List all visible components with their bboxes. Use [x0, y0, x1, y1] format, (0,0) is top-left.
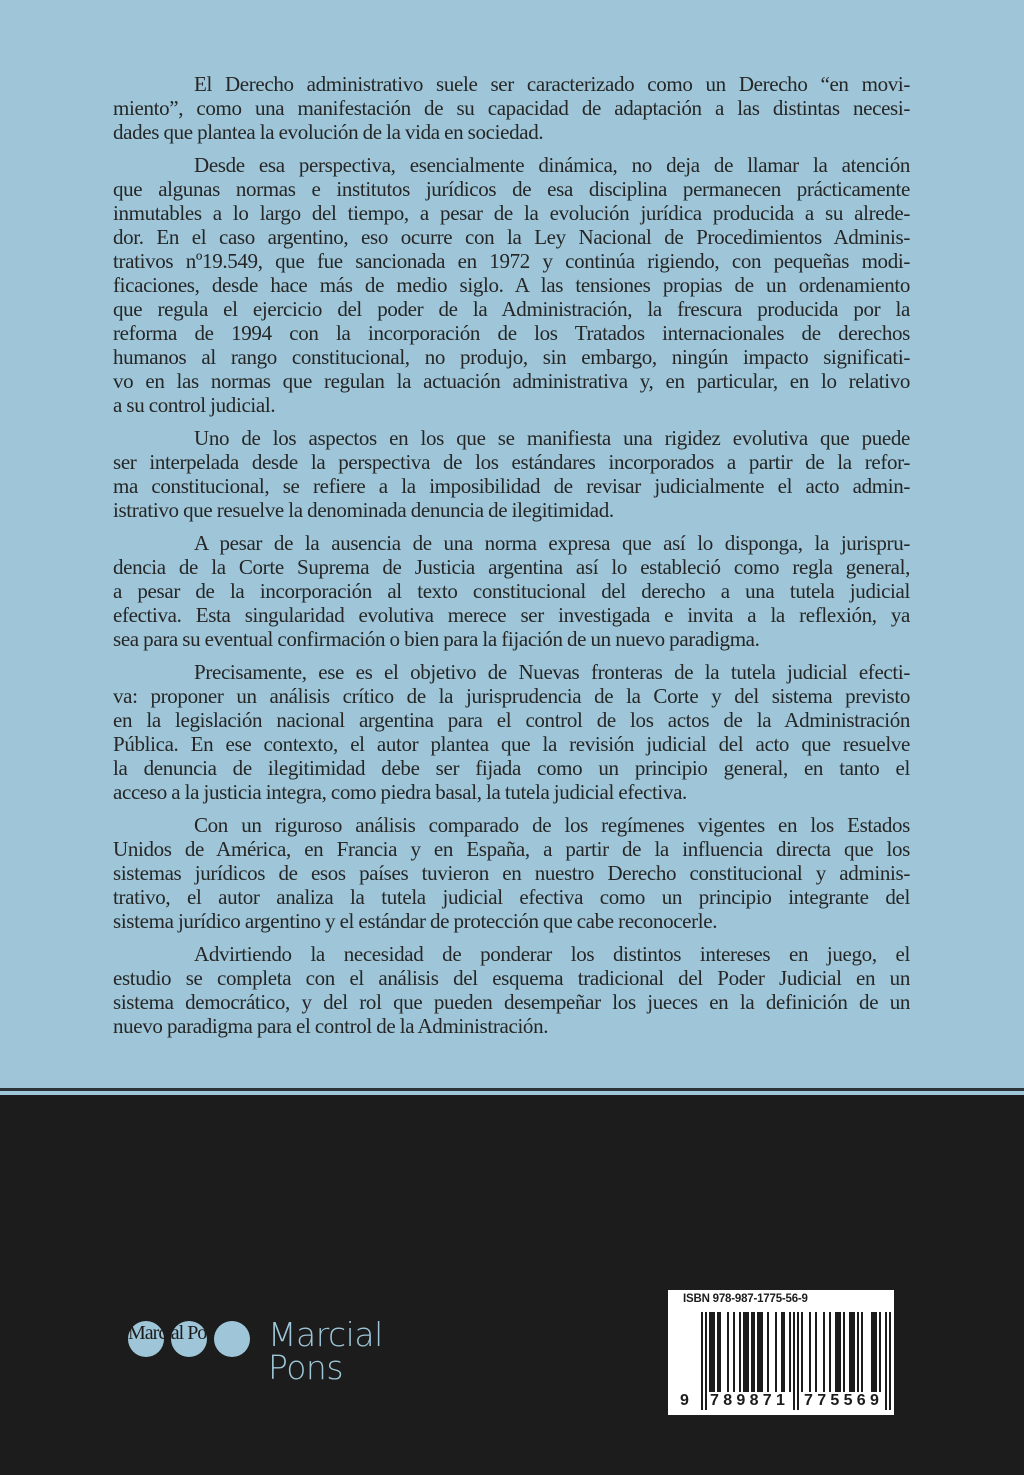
barcode-bar [835, 1312, 837, 1392]
barcode-bar [709, 1312, 711, 1392]
barcode-bar [801, 1312, 803, 1392]
synopsis-paragraph [113, 531, 910, 651]
publisher-name-line2: Pons [268, 1348, 344, 1387]
barcode-bar [775, 1312, 777, 1392]
barcode-bar [743, 1312, 745, 1392]
synopsis-line: sea para su eventual confirmación o bien para la fijación de un nuevo paradigma. [113, 627, 760, 651]
synopsis-line: la denuncia de ilegitimidad debe ser fijada como un principio general, en tanto el [113, 756, 910, 780]
barcode-bar [701, 1312, 703, 1410]
publisher-logo [128, 1315, 398, 1390]
barcode-bar [889, 1312, 891, 1410]
synopsis-line: sistemas jurídicos de esos países tuvieron en nuestro Derecho constitucional y adminis- [113, 861, 910, 885]
synopsis-line: miento”, como una manifestación de su capacidad de adaptación a las distintas necesi- [113, 96, 910, 120]
synopsis-line: dencia de la Corte Suprema de Justicia argentina así lo estableció como regla general, [113, 555, 910, 579]
publisher-name-line1: Marcial [268, 1315, 383, 1354]
barcode-digits-left: 789871 [710, 1392, 790, 1409]
isbn-label: ISBN 978-987-1775-56-9 [683, 1293, 808, 1305]
synopsis-line: ma constitucional, se refiere a la imposibilidad de revisar judicialmente el acto admin- [113, 474, 910, 498]
synopsis-line: que regula el ejercicio del poder de la Administración, la frescura producida por la [113, 297, 910, 321]
barcode-bar [767, 1312, 769, 1392]
synopsis-line: acceso a la justicia integra, como piedra basal, la tutela judicial efectiva. [113, 780, 687, 804]
synopsis-line: Uno de los aspectos en los que se manifiesta una rigidez evolutiva que puede [194, 426, 910, 450]
barcode-digit-lead: 9 [680, 1392, 689, 1409]
barcode-bar [761, 1312, 763, 1392]
logo-mark-text: Marcial Po [128, 1322, 207, 1340]
synopsis-line: A pesar de la ausencia de una norma expresa que así lo disponga, la jurispru- [194, 531, 910, 555]
synopsis-line: Precisamente, ese es el objetivo de Nuevas fronteras de la tutela judicial efecti- [194, 660, 910, 684]
synopsis-line: ser interpelada desde la perspectiva de los estándares incorporados a partir de la refor- [113, 450, 910, 474]
synopsis-line: trativos nº19.549, que fue sancionada en 1972 y continúa rigiendo, con pequeñas modi- [113, 249, 910, 273]
synopsis-line: efectiva. Esta singularidad evolutiva merece ser investigada e invita a la reflexión, ya [113, 603, 910, 627]
synopsis-line: humanos al rango constitucional, no produjo, sin embargo, ningún impacto significati- [113, 345, 910, 369]
synopsis-line: vo en las normas que regulan la actuación administrativa y, en particular, en lo relativo [113, 369, 910, 393]
barcode-bar [797, 1312, 799, 1410]
barcode-bar [783, 1312, 785, 1392]
barcode-bar [789, 1312, 791, 1392]
barcode-bar [875, 1312, 877, 1392]
barcode-bar [809, 1312, 811, 1392]
synopsis-line: va: proponer un análisis crítico de la jurisprudencia de la Corte y del sistema previsto [113, 684, 910, 708]
barcode-bar [853, 1312, 855, 1392]
barcode-bar [727, 1312, 729, 1392]
barcode-bar [719, 1312, 721, 1392]
barcode-bar [823, 1312, 825, 1392]
barcode-bar [781, 1312, 783, 1392]
publisher-logo-mark [128, 1321, 253, 1361]
synopsis-paragraph [113, 660, 910, 804]
synopsis-line: sistema democrático, y del rol que pueden desempeñar los jueces en la definición de un [113, 990, 910, 1014]
barcode-bar [747, 1312, 749, 1392]
isbn-barcode [668, 1290, 894, 1415]
synopsis-line: a su control judicial. [113, 393, 276, 417]
synopsis-paragraph [113, 153, 910, 417]
synopsis-paragraph [113, 813, 910, 933]
synopsis-line: que algunas normas e institutos jurídicos de esa disciplina permanecen prácticamente [113, 177, 910, 201]
barcode-bar [711, 1312, 713, 1392]
barcode-bar [837, 1312, 839, 1392]
synopsis-line: dor. En el caso argentino, eso ocurre con la Ley Nacional de Procedimientos Adminis- [113, 225, 910, 249]
synopsis-line: dades que plantea la evolución de la vida en sociedad. [113, 120, 544, 144]
barcode-bar [861, 1312, 863, 1392]
synopsis-line: estudio se completa con el análisis del esquema tradicional del Poder Judicial en un [113, 966, 910, 990]
barcode-bar [757, 1312, 759, 1392]
synopsis-line: trativo, el autor analiza la tutela judicial efectiva como un principio integrante del [113, 885, 910, 909]
synopsis-line: a pesar de la incorporación al texto constitucional del derecho a una tutela judicial [113, 579, 910, 603]
synopsis-line: inmutables a lo largo del tiempo, a pesar de la evolución jurídica producida a su alrede- [113, 201, 910, 225]
synopsis-line: en la legislación nacional argentina para el control de los actos de la Administración [113, 708, 910, 732]
barcode-bar [713, 1312, 715, 1392]
barcode-bar [849, 1312, 851, 1392]
barcode-bar [717, 1312, 719, 1392]
synopsis-paragraph [113, 426, 910, 522]
barcode-bar [873, 1312, 875, 1392]
synopsis-line: Pública. En ese contexto, el autor plantea que la revisión judicial del acto que resuelve [113, 732, 910, 756]
synopsis-line: Con un riguroso análisis comparado de los regímenes vigentes en los Estados [194, 813, 910, 837]
synopsis-line: reforma de 1994 con la incorporación de los Tratados internacionales de derechos [113, 321, 910, 345]
barcode-bar [879, 1312, 881, 1392]
barcode-bar [885, 1312, 887, 1410]
barcode-bar [739, 1312, 741, 1392]
barcode-bar [759, 1312, 761, 1392]
synopsis-paragraph [113, 72, 910, 144]
barcode-bar [705, 1312, 707, 1410]
synopsis-line: nuevo paradigma para el control de la Administración. [113, 1014, 549, 1038]
barcode-bar [839, 1312, 841, 1392]
publisher-wordmark [268, 1315, 383, 1387]
synopsis-line: El Derecho administrativo suele ser caracterizado como un Derecho “en movi- [194, 72, 910, 96]
barcode-bar [857, 1312, 859, 1392]
synopsis-line: Desde esa perspectiva, esencialmente dinámica, no deja de llamar la atención [194, 153, 910, 177]
barcode-bar [753, 1312, 755, 1392]
barcode-bar [815, 1312, 817, 1392]
barcode-bar [843, 1312, 845, 1392]
barcode-bar [733, 1312, 735, 1392]
synopsis-text [113, 72, 910, 1047]
synopsis-paragraph [113, 942, 910, 1038]
barcode-digits-right: 775569 [804, 1392, 884, 1409]
synopsis-line: istrativo que resuelve la denominada denuncia de ilegitimidad. [113, 498, 614, 522]
synopsis-line: ficaciones, desde hace más de medio siglo. A las tensiones propias de un ordenamiento [113, 273, 910, 297]
barcode-bar [793, 1312, 795, 1410]
synopsis-line: sistema jurídico argentino y el estándar de protección que cabe reconocerle. [113, 909, 718, 933]
barcode-bar [871, 1312, 873, 1392]
synopsis-line: Advirtiendo la necesidad de ponderar los distintos intereses en juego, el [194, 942, 910, 966]
back-cover-footer-panel [0, 1095, 1024, 1475]
barcode-bar [751, 1312, 753, 1392]
barcode-bar [851, 1312, 853, 1392]
synopsis-line: Unidos de América, en Francia y en España, a partir de la influencia directa que los [113, 837, 910, 861]
barcode-bar [829, 1312, 831, 1392]
barcode-bar [745, 1312, 747, 1392]
